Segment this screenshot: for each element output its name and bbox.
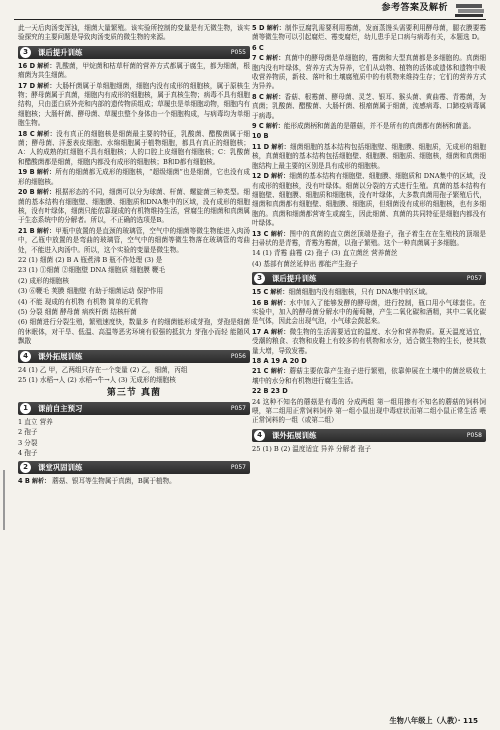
answer-line: (2) 成形的细胞核 [18, 276, 69, 285]
answer-line: 3 分裂 [18, 438, 38, 447]
answer-line: 1 直立 营养 [18, 417, 53, 426]
answer-line: (6) 细菌进行分裂生殖，繁殖速度快，数量多 有的细菌能形成芽孢，芽孢是细菌的休眠体，对干旱、低温、高温等恶劣环境有很强的抵抗力 芽孢小而轻 能随风飘散 [18, 318, 250, 346]
section-bar-in-class [18, 461, 250, 474]
answer-number: 13 C [252, 229, 269, 238]
answer-text: 蘑菇主要依靠产生孢子进行繁殖，依靠伸展在土壤中的菌丝吸收土壤中的水分和有机物进行腐生生活。 [252, 367, 486, 385]
page-footer: 生物八年级上（人教）· 115 [389, 716, 478, 725]
bar-number: 1 [20, 403, 31, 414]
answer-number: 6 C [252, 43, 264, 52]
answer-4 [18, 477, 250, 486]
answer-item [252, 143, 486, 171]
answer-item [252, 44, 486, 53]
answer-item [18, 82, 250, 129]
answer-number: 12 D [252, 172, 269, 181]
analysis-tag: 解析： [36, 227, 56, 235]
analysis-tag: 解析： [37, 130, 57, 138]
analysis-tag: 解析： [270, 289, 289, 297]
answer-25: 25 (1) B (2) 温度适宜 异养 分解者 孢子 [252, 444, 372, 453]
answer-text: 微生物的生活需要适宜的温度、水分和营养物质。夏天温度适宜，受潮的粮食、衣物和皮鞋上有较多的有机物和水分，适合微生物的生长，使其数量大增，导致发霉。 [252, 327, 486, 355]
answer-text: 甲瓶中放置的是直颈的玻璃管，空气中的细菌等微生物能进入肉汤中，乙瓶中放置的是弯曲的玻璃管，空气中的细菌等微生物落在玻璃管的弯曲处，不能进入肉汤中。所以，这个实验的变量是微生物。 [18, 226, 250, 254]
section-bar-extension-2 [252, 429, 486, 442]
bar-label: 课后提升训练 [272, 274, 317, 284]
answer-item [18, 227, 250, 255]
analysis-tag: 解析： [32, 478, 51, 486]
analysis-tag: 解析： [270, 230, 290, 238]
section-title: 第三节 真菌 [106, 388, 162, 399]
analysis-tag: 解析： [37, 62, 56, 70]
analysis-tag: 解析： [265, 123, 284, 131]
answer-text: 香菇、根霉菌、酵母菌、灵芝、银耳、猴头菌、黄曲霉、青霉菌，为真菌；乳酸菌、醋酸菌、大肠杆菌、根瘤菌属于细菌，流感病毒、口蹄疫病毒属于病毒。 [252, 92, 486, 120]
bar-number: 4 [20, 351, 31, 362]
answer-number: 16 D [18, 61, 36, 70]
answer-number: 17 D [18, 81, 36, 90]
analysis-tag: 解析： [266, 25, 286, 32]
header-rule [14, 19, 486, 20]
answer-list-right-1 [252, 24, 486, 248]
answer-24: 24 (1) 乙 甲，乙两组只存在一个变量 (2) 乙，细菌，丙组 [18, 365, 188, 374]
answer-number: 18 C [18, 129, 35, 138]
analysis-tag: 解析： [271, 143, 290, 151]
answer-item [252, 230, 486, 249]
bar-page: P056 [230, 352, 246, 360]
answer-14 [252, 249, 486, 269]
answer-item [252, 328, 486, 356]
analysis-tag: 解析： [271, 173, 290, 181]
answer-text: 水中加入了能够发酵的酵母菌，进行控制，瓶口用小气球套住。在实验中，加入的酵母菌分解水中的葡萄糖，产生二氧化碳和酒精，其中二氧化碳是气体，因此会出现气泡，小气球会鼓起来。 [252, 298, 486, 326]
answer-item [252, 24, 486, 43]
answer-text: 能形成菌柄和菌盖的是蘑菇，并不是所有的真菌都有菌柄和菌盖。 [283, 122, 476, 131]
bar-label: 课外拓展训练 [38, 351, 83, 361]
answer-text: 乳酸菌，甲烷菌和枯草杆菌的营养方式都属于腐生，都为细菌，根瘤菌为共生细菌。 [18, 61, 250, 80]
answer-line: (4) 不能 现成的有机物 有机物 简单的无机物 [18, 297, 148, 306]
answer-23 [18, 266, 250, 346]
intro-paragraph: 此一天后肉汤变浑浊，细菌大量繁殖。该实验所控制的变量是有无微生物，该实验探究的主要问题是导致肉汤变质的微生物的来源。 [18, 24, 250, 42]
answer-number: 21 B [18, 226, 35, 235]
answer-line: 2 孢子 [18, 428, 38, 437]
bar-label: 课堂巩固训练 [38, 463, 83, 473]
bar-number: 3 [20, 47, 31, 58]
answer-line: (5) 分裂 细菌 酵母菌 病疾杆菌 结核杆菌 [18, 307, 137, 316]
bar-number: 2 [20, 462, 31, 473]
answer-text: 图中的真菌的直立菌丝顶端是孢子，孢子着生在在生殖枝的顶端是扫帚状的是青霉，青霉为霉菌，以孢子繁殖。这个一种真菌属于多细胞。 [252, 229, 486, 247]
answer-line: 14 (1) 青霉 曲霉 (2) 孢子 (3) 直立菌丝 营养菌丝 [252, 249, 398, 258]
answer-25: 25 (1) 水稻→人 (2) 水稻→牛→人 (3) 无成形的细胞核 [18, 376, 176, 384]
analysis-tag: 解析： [36, 169, 56, 177]
answer-line: 23 (1) ①细菌 ②细胞壁 DNA 细胞质 细胞膜 鞭毛 [18, 266, 166, 275]
answer-text: 所有的细菌都无成形的细胞核，“超级细菌”也是细菌，它也没有成形的细胞核。 [18, 168, 250, 186]
answer-number: 16 B [252, 298, 269, 307]
header-title: 参考答案及解析 [381, 3, 448, 13]
answer-number: 9 C [252, 122, 264, 131]
answer-item [18, 168, 250, 187]
answer-22: 22 (1) 细菌 (2) B A 瓶煮沸 B 瓶不作处理 (3) 是 [18, 255, 163, 264]
answer-item [252, 172, 486, 228]
bar-page: P057 [230, 464, 246, 472]
answer-text: 大肠杆菌属于单细胞细菌，细胞内没有成形的细胞核，属于原核生物；酵母菌属于真菌，细胞内有成形的细胞核，属于真核生物；病毒不具有细胞结构，只由蛋白质外壳和内部的遗传物质组成；草履虫是单细胞动物，细胞内有细胞核；大肠杆菌、酵母菌、草履虫整个身体由一个细胞构成，与病毒均为单细胞生物。 [18, 81, 250, 128]
answer-number: 4 B [18, 477, 30, 486]
section-bar-extension-1 [18, 350, 250, 363]
answer-item [18, 130, 250, 168]
analysis-tag: 解析： [266, 93, 285, 101]
answer-number: 20 B [18, 188, 35, 197]
answer-number: 15 C [252, 288, 269, 297]
page-binding-mark [3, 470, 5, 530]
bar-label: 课前自主预习 [38, 403, 83, 413]
analysis-tag: 解析： [270, 368, 290, 376]
left-column [18, 24, 250, 488]
answer-item [252, 122, 486, 131]
bar-number: 3 [254, 273, 265, 284]
section-bar-after-class-2 [252, 272, 486, 285]
analysis-tag: 解析： [266, 55, 285, 63]
analysis-tag: 解析： [271, 328, 290, 336]
answer-item [252, 367, 486, 386]
right-column [252, 24, 486, 455]
page-header [0, 0, 500, 22]
answer-item [252, 54, 486, 92]
bar-page: P055 [230, 48, 246, 56]
answer-list-right-3 [252, 367, 486, 386]
answer-number: 11 D [252, 142, 270, 151]
answer-text: 细菌细胞的基本结构包括细胞壁、细胞膜、细胞质，无成形的细胞核，真菌细胞的基本结构包括细胞壁、细胞膜、细胞质、细胞核，细菌和真菌细胞结构上最主要的区别是具有成形的细胞核。 [252, 142, 486, 170]
bar-number: 4 [254, 430, 265, 441]
answer-text: 没有真正的细胞核是细菌最主要的特征，乳酸菌、醋酸菌属于细菌；酵母菌、洋葱表皮细胞、水绵细胞属于植物细胞，都具有真正的细胞核；A：人的成熟的红细胞不具有细胞核；人的口腔上皮细胞有细胞核；C：乳酸菌和醋酸菌都是细菌，细胞内都没有成形的细胞核；B和D都有细胞核。 [18, 129, 250, 166]
answer-item [252, 132, 486, 141]
answer-text: 细菌细胞内没有细胞核，只有 DNA集中的区域。 [288, 288, 432, 297]
bar-label: 课外拓展训练 [272, 430, 317, 440]
answer-text: 细菌的基本结构有细胞壁、细胞膜、细胞质和 DNA集中的区域，没有成形的细胞核，没有叶绿体。细菌以分裂的方式进行生殖。真菌的基本结构有细胞壁、细胞膜、细胞质和细胞核，没有叶绿体，大多数真菌用孢子繁殖后代，细菌和真菌都有细胞壁、细胞膜、细胞质，但细菌没有成形的细胞核，也有多细胞的。真菌和细菌都营寄生或腐生，因此细菌、真菌的共同特征是细胞内都没有叶绿体。 [252, 172, 486, 228]
section-bar-after-class-1 [18, 46, 250, 59]
answer-line: (4) 基部有菌丝延伸出 都能产生孢子 [252, 259, 358, 268]
preview-answers [18, 418, 250, 459]
analysis-tag: 解析： [270, 299, 290, 307]
answer-item [252, 299, 486, 327]
answer-item [18, 62, 250, 81]
answer-list-left-1 [18, 62, 250, 255]
answer-item [18, 188, 250, 226]
answer-24: 24 这种不知名的蘑菇是有毒的 分成两组 第一组用掺有不知名的蘑菇的饲料饲喂，第二组用正常饲料饲养 第一组小鼠出现中毒症状而第二组小鼠正常生活 喂正常饲料的一组（或第二组） [252, 397, 486, 425]
bar-page: P058 [466, 431, 482, 439]
book-stack-icon [454, 2, 486, 18]
answer-text: 真菌中的酵母菌是单细胞的，霉菌和大型真菌都是多细胞的。真菌细胞内没有叶绿体，营养方式为异养，它们从动物、植物的活体或遗体和遗物中吸收营养物质，新枝、落叶和土壤腐殖质中的有机物来维持生存；它们的营养方式为异养。 [252, 54, 486, 91]
answer-item [252, 93, 486, 121]
bar-page: P057 [230, 404, 246, 412]
answer-text: 蘑菇、银耳等生物属于真菌，B属于植物。 [52, 477, 176, 486]
section-bar-preview [18, 402, 250, 415]
answer-number: 17 A [252, 327, 269, 336]
analysis-tag: 解析： [36, 189, 56, 197]
answer-line: (3) ⑥鞭毛 荚膜 细胞壁 有助于细菌运动 保护作用 [18, 287, 164, 296]
answer-number: 21 C [252, 367, 269, 376]
bar-page: P057 [466, 275, 482, 283]
answer-22-23: 22 B 23 D [252, 387, 288, 396]
answer-item [252, 288, 486, 297]
analysis-tag: 解析： [37, 82, 56, 90]
answer-number: 10 B [252, 132, 269, 141]
answer-text: 制作豆腐乳需要利用霉菌，发面蒸馒头需要利用酵母菌，腿衣膜要霉菌等微生物可以引起腐烂、霉变腐烂，幼儿患手足口病与病毒有关，本题选 D。 [252, 24, 486, 42]
answer-number: 5 D [252, 24, 265, 32]
answer-text: 根据形态的不同，细菌可以分为球菌、杆菌、螺旋菌三种类型。细菌的基本结构有细胞壁、细胞膜、细胞质和DNA集中的区域，没有成形的细胞核，没有叶绿体，细菌只能依靠现成的有机物维持生活，营腐生的细菌和真菌属于生态系统中的分解者。所以，不正确的选项是B。 [18, 188, 250, 225]
answer-number: 7 C [252, 54, 264, 63]
answer-number: 19 B [18, 168, 35, 177]
answer-number: 8 C [252, 92, 264, 101]
bar-label: 课后提升训练 [38, 47, 83, 57]
answer-list-right-2 [252, 288, 486, 356]
answer-18-20: 18 A 19 A 20 D [252, 357, 307, 365]
answer-line: 4 孢子 [18, 449, 38, 458]
